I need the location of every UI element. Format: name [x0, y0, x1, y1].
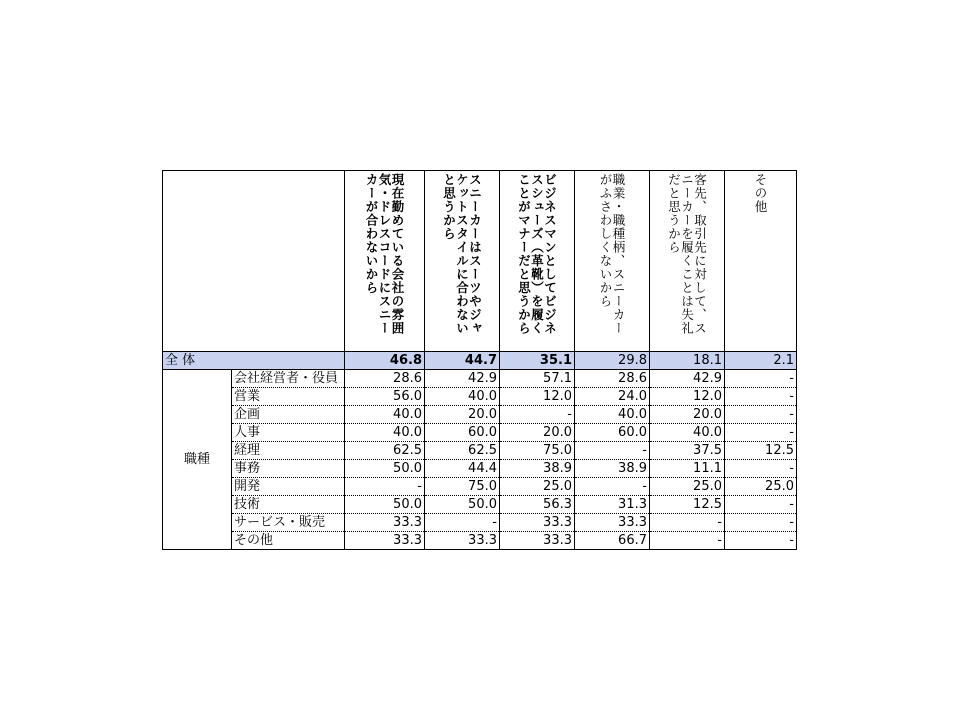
cell-value: 12.5 — [650, 496, 725, 514]
cell-value: - — [725, 424, 797, 442]
table-row — [163, 442, 797, 460]
total-row — [163, 352, 797, 370]
survey-table — [162, 170, 797, 550]
col-header-1: 現在勤めている会社の雰囲気・ドレスコードにスニーカーが合わないから — [364, 173, 405, 335]
table-row — [163, 514, 797, 532]
cell-value: 44.4 — [425, 460, 500, 478]
col-header-5: 客先、取引先に対して、スニーカーを履くことは失礼だと思うから — [666, 173, 708, 335]
row-label: 人事 — [232, 424, 345, 442]
cell-value: 66.7 — [575, 532, 650, 550]
cell-value: 57.1 — [500, 370, 575, 388]
cell-value: 38.9 — [500, 460, 575, 478]
cell-value: 62.5 — [425, 442, 500, 460]
cell-value: 33.3 — [500, 514, 575, 532]
cell-value: 50.0 — [345, 496, 425, 514]
cell-value: 20.0 — [500, 424, 575, 442]
row-label: サービス・販売 — [232, 514, 345, 532]
cell-value: 12.0 — [500, 388, 575, 406]
cell-value: - — [725, 496, 797, 514]
total-value: 44.7 — [425, 352, 500, 370]
cell-value: 31.3 — [575, 496, 650, 514]
cell-value: - — [345, 478, 425, 496]
col-header-3: ビジネスマンとしてビジネスシューズ（革靴）を履くことがマナーだと思うから — [516, 173, 558, 335]
cell-value: 40.0 — [345, 424, 425, 442]
total-value: 35.1 — [500, 352, 575, 370]
cell-value: 40.0 — [425, 388, 500, 406]
total-value: 46.8 — [345, 352, 425, 370]
cell-value: 38.9 — [575, 460, 650, 478]
cell-value: 20.0 — [425, 406, 500, 424]
cell-value: 24.0 — [575, 388, 650, 406]
cell-value: 11.1 — [650, 460, 725, 478]
cell-value: 28.6 — [345, 370, 425, 388]
cell-value: 60.0 — [575, 424, 650, 442]
cell-value: - — [725, 388, 797, 406]
cell-value: - — [725, 532, 797, 550]
cell-value: - — [725, 370, 797, 388]
row-label: 経理 — [232, 442, 345, 460]
cell-value: 75.0 — [425, 478, 500, 496]
table-row — [163, 388, 797, 406]
table-row — [163, 478, 797, 496]
row-label: 会社経営者・役員 — [232, 370, 345, 388]
cell-value: 33.3 — [500, 532, 575, 550]
col-header-2: スニーカーはスーツやジャケットスタイルに合わないと思うから — [441, 173, 483, 335]
cell-value: 42.9 — [425, 370, 500, 388]
cell-value: 75.0 — [500, 442, 575, 460]
header-row — [163, 171, 797, 352]
total-value: 29.8 — [575, 352, 650, 370]
table-row — [163, 424, 797, 442]
cell-value: - — [650, 532, 725, 550]
cell-value: - — [725, 514, 797, 532]
row-label: その他 — [232, 532, 345, 550]
table-row — [163, 370, 797, 388]
cell-value: - — [575, 442, 650, 460]
cell-value: 40.0 — [650, 424, 725, 442]
cell-value: 25.0 — [725, 478, 797, 496]
table-row — [163, 406, 797, 424]
cell-value: 12.0 — [650, 388, 725, 406]
cell-value: 20.0 — [650, 406, 725, 424]
table-row — [163, 532, 797, 550]
cell-value: - — [725, 460, 797, 478]
row-label: 技術 — [232, 496, 345, 514]
cell-value: 33.3 — [345, 532, 425, 550]
cell-value: - — [500, 406, 575, 424]
cell-value: 25.0 — [500, 478, 575, 496]
cell-value: 33.3 — [425, 532, 500, 550]
cell-value: 40.0 — [345, 406, 425, 424]
row-label: 企画 — [232, 406, 345, 424]
cell-value: 12.5 — [725, 442, 797, 460]
category-label: 職種 — [163, 370, 232, 550]
cell-value: 50.0 — [425, 496, 500, 514]
total-value: 2.1 — [725, 352, 797, 370]
total-label: 全 体 — [163, 352, 345, 370]
cell-value: 42.9 — [650, 370, 725, 388]
cell-value: 40.0 — [575, 406, 650, 424]
cell-value: - — [650, 514, 725, 532]
row-label: 事務 — [232, 460, 345, 478]
cell-value: 50.0 — [345, 460, 425, 478]
col-header-6: その他 — [753, 173, 768, 214]
cell-value: - — [725, 406, 797, 424]
cell-value: 62.5 — [345, 442, 425, 460]
cell-value: - — [575, 478, 650, 496]
header-corner — [163, 171, 345, 352]
col-header-4: 職業・職種柄、スニーカーがふさわしくないから — [598, 173, 626, 335]
cell-value: 60.0 — [425, 424, 500, 442]
table-row — [163, 460, 797, 478]
cell-value: 37.5 — [650, 442, 725, 460]
row-label: 営業 — [232, 388, 345, 406]
cell-value: 33.3 — [575, 514, 650, 532]
cell-value: 33.3 — [345, 514, 425, 532]
total-value: 18.1 — [650, 352, 725, 370]
cell-value: 25.0 — [650, 478, 725, 496]
row-label: 開発 — [232, 478, 345, 496]
cell-value: 56.0 — [345, 388, 425, 406]
cell-value: 56.3 — [500, 496, 575, 514]
table-row — [163, 496, 797, 514]
cell-value: 28.6 — [575, 370, 650, 388]
cell-value: - — [425, 514, 500, 532]
